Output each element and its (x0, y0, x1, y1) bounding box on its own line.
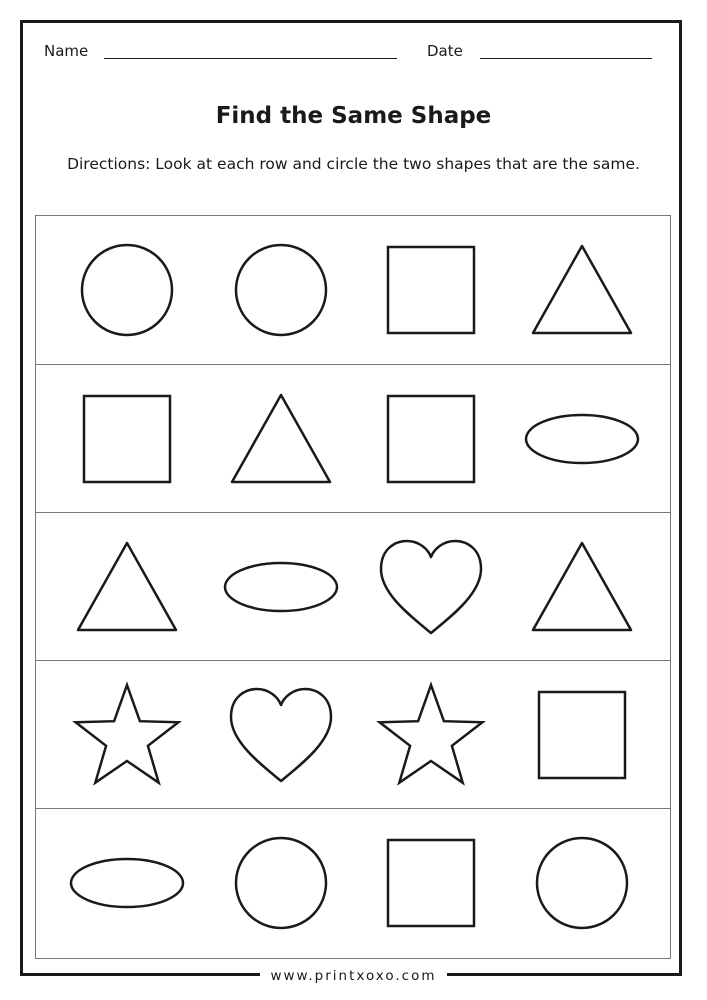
triangle-icon[interactable] (533, 246, 631, 333)
shape-grid (35, 215, 671, 959)
worksheet-title: Find the Same Shape (215, 103, 492, 129)
triangle-icon[interactable] (78, 543, 176, 630)
date-line[interactable] (480, 58, 652, 59)
star-icon[interactable] (76, 685, 179, 783)
shape-row-1 (36, 216, 670, 364)
shape-row-canvas (36, 216, 670, 364)
circle-icon[interactable] (537, 838, 627, 928)
shape-row-canvas (36, 365, 670, 513)
shape-row-4 (36, 660, 670, 808)
square-icon[interactable] (388, 396, 474, 482)
oval-icon[interactable] (71, 859, 183, 907)
heart-icon[interactable] (381, 541, 481, 633)
shape-row-canvas (36, 809, 670, 957)
circle-icon[interactable] (236, 245, 326, 335)
shape-row-2 (36, 364, 670, 512)
square-icon[interactable] (539, 692, 625, 778)
triangle-icon[interactable] (533, 543, 631, 630)
circle-icon[interactable] (82, 245, 172, 335)
name-date-header (44, 40, 656, 64)
shape-row-canvas (36, 661, 670, 809)
oval-icon[interactable] (225, 563, 337, 611)
directions-text: Directions: Look at each row and circle the two shapes that are the same. (67, 155, 640, 173)
date-label: Date (427, 42, 463, 60)
name-label: Name (44, 42, 89, 60)
oval-icon[interactable] (526, 415, 638, 463)
circle-icon[interactable] (236, 838, 326, 928)
shape-row-canvas (36, 513, 670, 661)
name-line[interactable] (104, 58, 397, 59)
square-icon[interactable] (388, 840, 474, 926)
triangle-icon[interactable] (232, 395, 330, 482)
star-icon[interactable] (380, 685, 483, 783)
footer-website: www.printxoxo.com (260, 963, 446, 989)
square-icon[interactable] (84, 396, 170, 482)
shape-row-3 (36, 512, 670, 660)
heart-icon[interactable] (231, 689, 331, 781)
square-icon[interactable] (388, 247, 474, 333)
footer (0, 963, 707, 989)
shape-row-5 (36, 808, 670, 956)
